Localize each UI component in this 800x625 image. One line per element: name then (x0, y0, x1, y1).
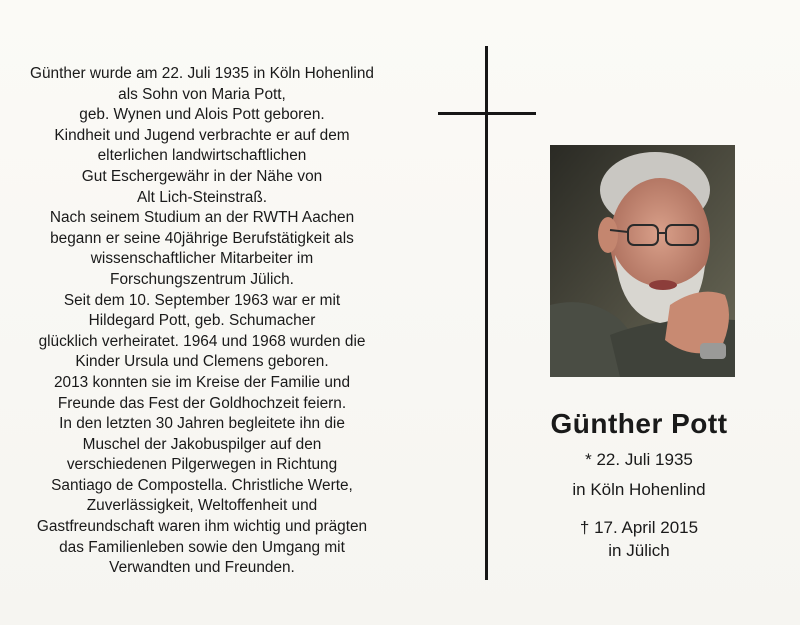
death-date: † 17. April 2015 (579, 518, 699, 537)
biography-line: Nach seinem Studium an der RWTH Aachen (49, 209, 355, 227)
birth-date: * 22. Juli 1935 (585, 450, 693, 469)
biography-line: In den letzten 30 Jahren begleitete ihn die (59, 415, 345, 433)
biography-line: Zuverlässigkeit, Weltoffenheit und (86, 497, 318, 515)
biography-line: 2013 konnten sie im Kreise der Familie und (54, 373, 350, 391)
biography-line: begann er seine 40jährige Berufstätigkeit als (50, 229, 354, 247)
biography-line: Kindheit und Jugend verbrachte er auf dem (54, 126, 350, 144)
biography-line: verschiedenen Pilgerwegen in Richtung (66, 456, 338, 474)
biography-line: Hildegard Pott, geb. Schumacher (88, 312, 316, 330)
birth-place: in Köln Hohenlind (572, 480, 706, 499)
portrait-photo (550, 145, 735, 377)
biography-line: Muschel der Jakobuspilger auf den (82, 435, 322, 453)
biography-line: als Sohn von Maria Pott, (118, 85, 286, 103)
biography-line: Forschungszentrum Jülich. (110, 270, 294, 288)
biography-line: Seit dem 10. September 1963 war er mit (63, 291, 341, 309)
deceased-name: Günther Pott (550, 408, 728, 439)
biography-line: das Familienleben sowie den Umgang mit (59, 538, 345, 556)
death-place: in Jülich (608, 541, 670, 560)
cross-vertical-bar (485, 46, 488, 580)
biography-text (18, 64, 386, 579)
biography-line: Günther wurde am 22. Juli 1935 in Köln Hohenlind (30, 65, 374, 82)
biography-line: Gastfreundschaft waren ihm wichtig und prägten (36, 518, 368, 536)
biography-line: Freunde das Fest der Goldhochzeit feiern. (57, 394, 347, 412)
biography-line: geb. Wynen und Alois Pott geboren. (79, 106, 325, 124)
biography-line: wissenschaftlicher Mitarbeiter im (90, 250, 314, 268)
cross-horizontal-bar (438, 112, 536, 115)
biography-line: Verwandten und Freunden. (109, 559, 295, 577)
biography-line: glücklich verheiratet. 1964 und 1968 wurden die (38, 332, 366, 350)
biography-line: elterlichen landwirtschaftlichen (97, 147, 307, 165)
biography-line: Gut Eschergewähr in der Nähe von (81, 167, 323, 185)
biography-line: Alt Lich-Steinstraß. (136, 188, 267, 206)
biography-line: Santiago de Compostella. Christliche Werte, (51, 476, 353, 494)
biography-line: Kinder Ursula und Clemens geboren. (75, 353, 329, 371)
